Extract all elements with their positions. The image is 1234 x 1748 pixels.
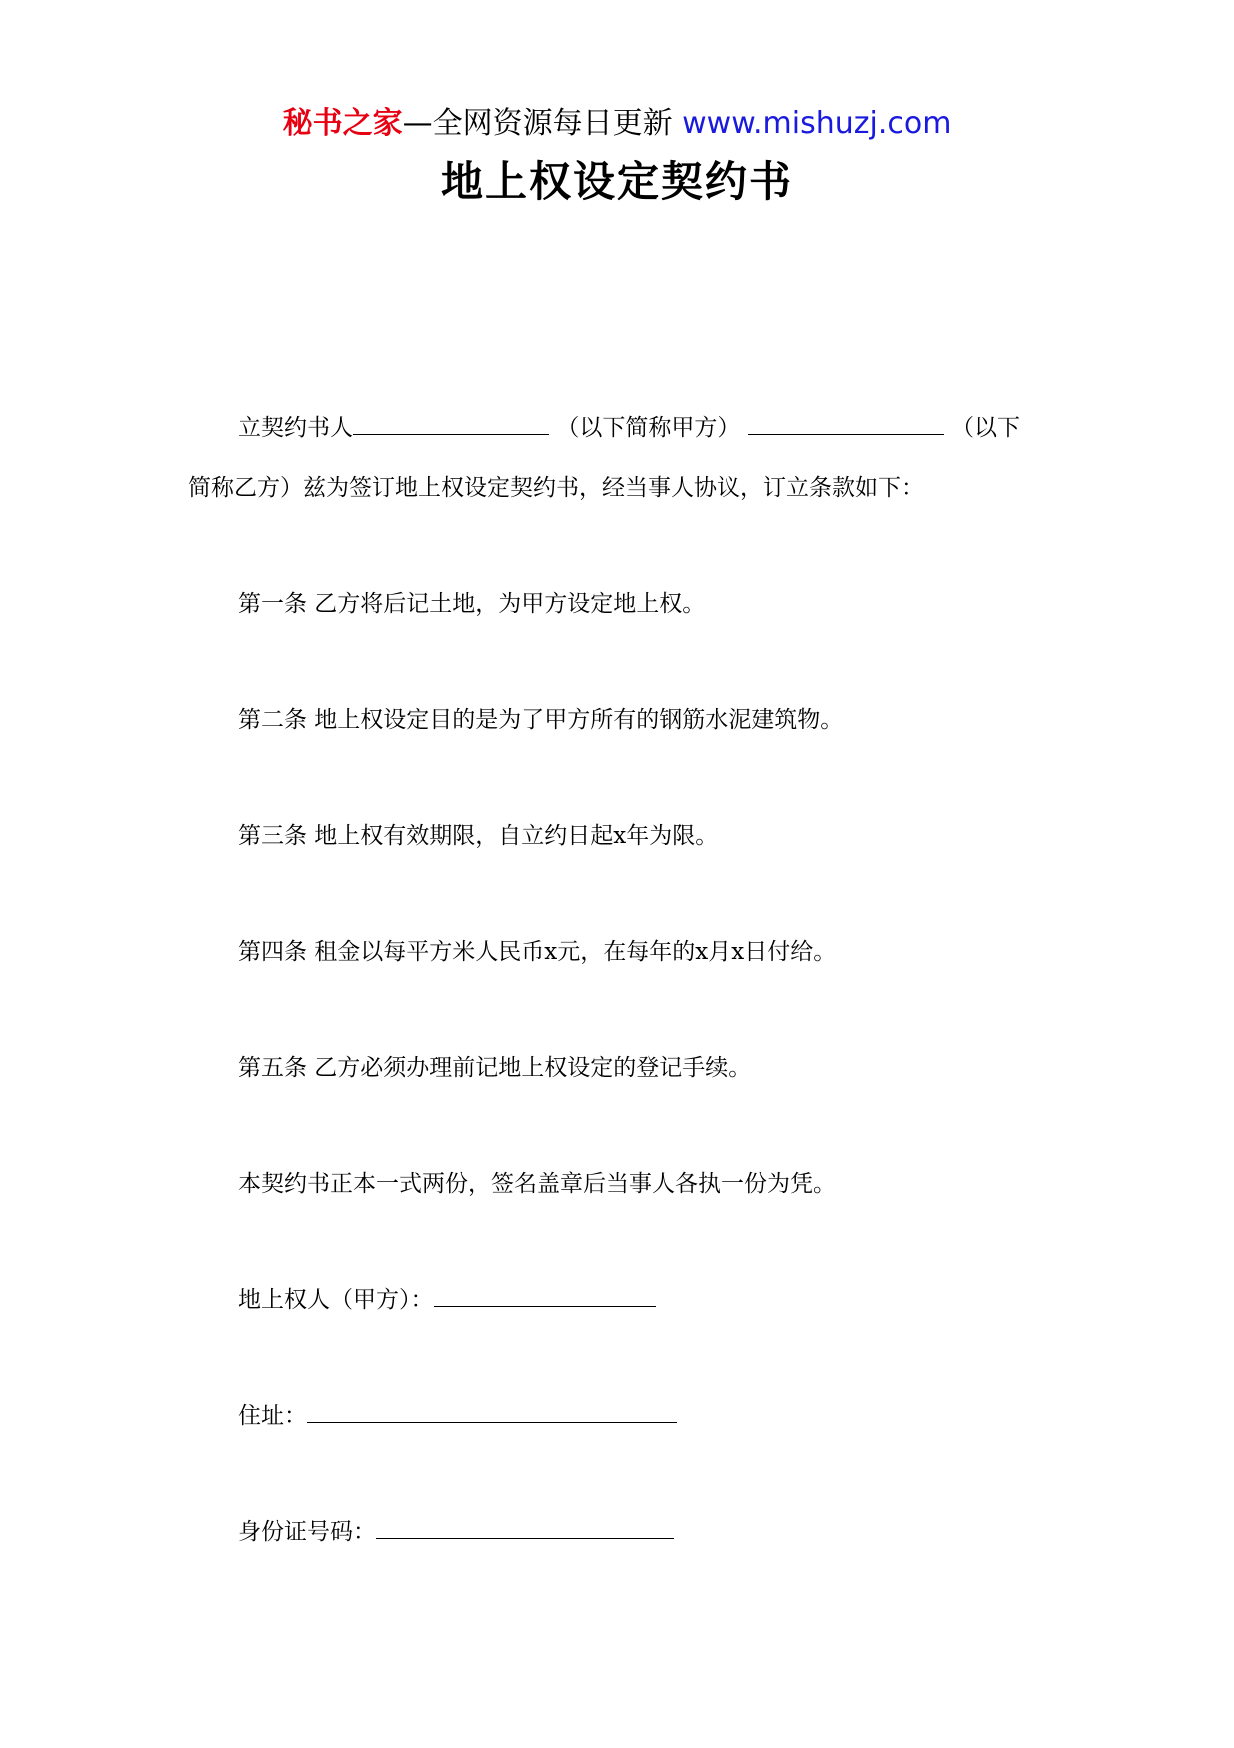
id-number-label: 身份证号码： [238,1519,376,1545]
party-b-note-head: （以下 [950,415,1020,441]
party-b-blank [748,412,944,435]
address-label: 住址： [238,1403,307,1429]
article-4: 第四条 租金以每平方米人民币x元，在每年的x月x日付给。 [238,939,837,965]
id-number-blank [376,1516,674,1539]
article-1: 第一条 乙方将后记土地，为甲方设定地上权。 [238,591,706,617]
holder-field [238,1284,656,1316]
holder-blank [434,1284,656,1307]
site-url-link[interactable]: www.mishuzj.com [682,106,952,141]
closing-statement: 本契约书正本一式两份，签名盖章后当事人各执一份为凭。 [238,1171,836,1197]
brand-name: 秘书之家 [282,106,403,141]
id-number-field [238,1516,674,1548]
party-a-blank [353,412,549,435]
holder-label: 地上权人（甲方）： [238,1287,434,1313]
site-slogan: —全网资源每日更新 [402,106,673,141]
intro-line-1 [238,412,1020,444]
document-title: 地上权设定契约书 [440,157,793,206]
article-5: 第五条 乙方必须办理前记地上权设定的登记手续。 [238,1055,752,1081]
intro-line-2: 简称乙方）兹为签订地上权设定契约书，经当事人协议，订立条款如下： [188,475,924,501]
article-3: 第三条 地上权有效期限，自立约日起x年为限。 [238,823,719,849]
address-field [238,1400,677,1432]
site-header [0,104,1234,144]
party-a-note: （以下简称甲方） [556,415,741,441]
address-blank [307,1400,677,1423]
intro-prefix: 立契约书人 [238,415,353,441]
article-2: 第二条 地上权设定目的是为了甲方所有的钢筋水泥建筑物。 [238,707,844,733]
